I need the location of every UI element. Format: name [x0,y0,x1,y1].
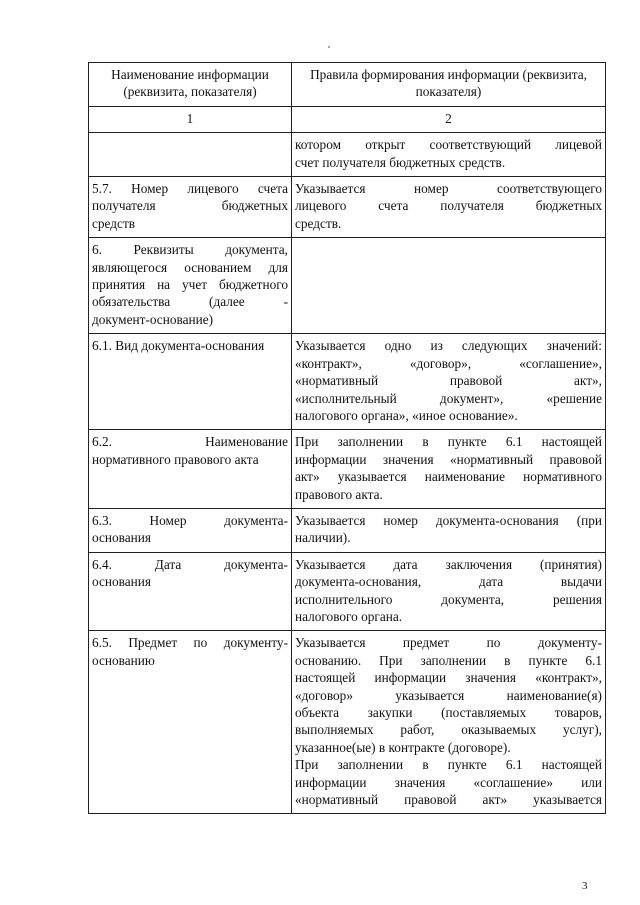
name-line: основания [92,574,151,590]
table-row [89,631,606,814]
name-line: 6.1. Вид документа-основания [92,338,265,354]
header-col-name: Наименование информации (реквизита, показателя) [89,63,292,107]
rule-line: «нормативный правовой акт» указывается [295,792,602,808]
table-row [89,552,606,631]
rule-line: «нормативный правовой акт», [295,373,602,389]
rule-line: документа-основания, дата выдачи [295,574,602,590]
info-table [88,62,606,814]
column-number-row [89,106,606,132]
row-rule [292,631,606,814]
table-row [89,508,606,552]
rule-line: Указывается дата заключения (принятия) [295,556,602,572]
name-line: получателя бюджетных [92,198,288,214]
rule-line: выполняемых работ, оказываемых услуг), [295,722,602,738]
rule-line: информации значения «нормативный правовой [295,451,602,467]
rule-line: настоящей информации значения «контракт», [295,670,602,686]
row-name [89,552,292,631]
rule-line: При заполнении в пункте 6.1 настоящей [295,434,602,450]
name-line: обязательства (далее - [92,294,288,310]
row-name [89,177,292,238]
row-name [89,631,292,814]
rule-line: котором открыт соответствующий лицевой [295,137,602,153]
name-line: 6.4. Дата документа- [92,556,288,572]
name-line: 6.2. Наименование [92,434,288,450]
name-line: 6. Реквизиты документа, [92,242,288,258]
row-name [89,430,292,509]
table-row [89,430,606,509]
row-name [89,238,292,334]
header-col-rules: Правила формирования информации (реквизита, показателя) [292,63,606,107]
name-line: 6.5. Предмет по документу- [92,635,288,651]
rule-line: «контракт», «договор», «соглашение», [295,355,602,371]
table-row [89,177,606,238]
rule-line: основанию. При заполнении в пункте 6.1 [295,652,602,668]
rule-line: При заполнении в пункте 6.1 настоящей [295,757,602,773]
name-line: принятия на учет бюджетного [92,277,288,293]
rule-line: лицевого счета получателя бюджетных [295,198,602,214]
name-line: 6.3. Номер документа- [92,512,288,528]
name-line: нормативного правового акта [92,451,259,467]
rule-line: информации значения «соглашение» или [295,774,602,790]
table-row [89,133,606,177]
row-rule [292,133,606,177]
row-name [89,334,292,430]
name-line: являющегося основанием для [92,259,288,275]
column-number-2: 2 [292,106,606,132]
table-row [89,334,606,430]
row-name [89,508,292,552]
rule-line: Указывается предмет по документу- [295,635,602,651]
rule-line: счет получателя бюджетных средств. [295,154,506,170]
name-line: средств [92,215,136,231]
rule-line: указанное(ые) в контракте (договоре). [295,739,511,755]
column-number-1: 1 [89,106,292,132]
scan-dot [328,46,330,48]
rule-line: налогового органа. [295,608,403,624]
rule-line: наличии). [295,530,351,546]
row-rule [292,334,606,430]
row-rule [292,508,606,552]
rule-line: Указывается номер документа-основания (при [295,512,602,528]
header-row [89,63,606,107]
name-line: 5.7. Номер лицевого счета [92,181,288,197]
row-rule [292,238,606,334]
rule-line: налогового органа», «иное основание». [295,407,518,423]
rule-line: средств. [295,215,342,231]
row-rule [292,430,606,509]
row-rule [292,552,606,631]
rule-line: акт» указывается наименование нормативного [295,469,602,485]
rule-line: Указывается одно из следующих значений: [295,338,602,354]
rule-line: объекта закупки (поставляемых товаров, [295,705,602,720]
row-name [89,133,292,177]
rule-line: Указывается номер соответствующего [295,181,602,197]
row-rule [292,177,606,238]
name-line: основанию [92,652,155,668]
name-line: документ-основание) [92,311,214,327]
rule-line: исполнительного документа, решения [295,591,602,607]
page-number: 3 [582,880,588,892]
name-line: основания [92,530,151,546]
rule-line: правового акта. [295,486,383,502]
rule-line: «договор» указывается наименование(я) [295,687,602,703]
table-row [89,238,606,334]
rule-line: «исполнительный документ», «решение [295,390,602,406]
